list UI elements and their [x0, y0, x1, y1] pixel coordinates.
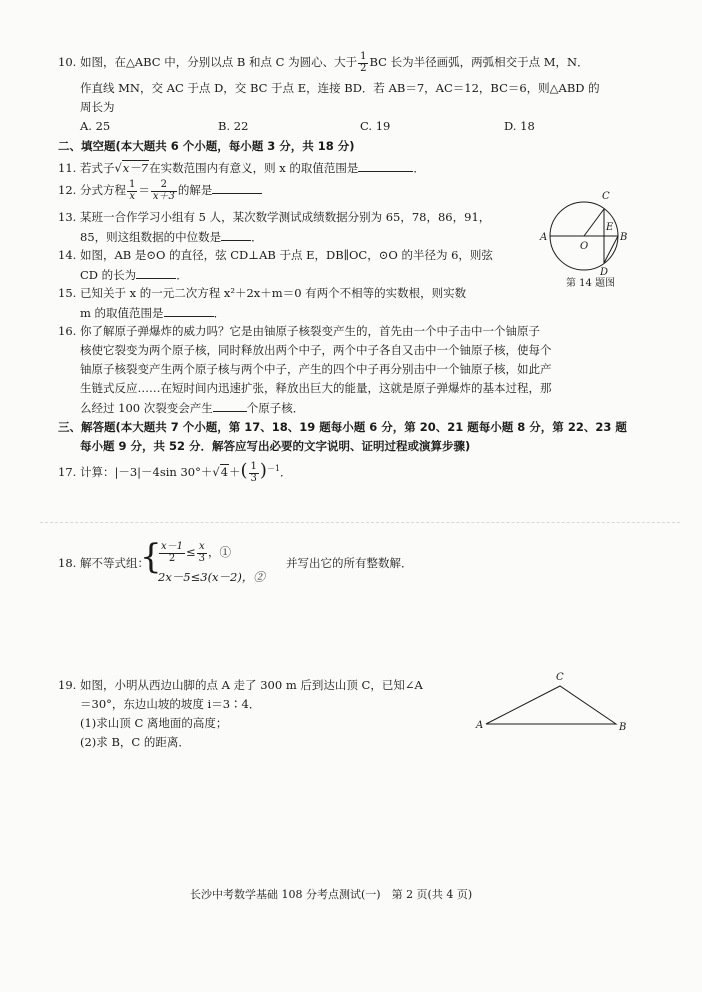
q16-line1: 16. 你了解原子弹爆炸的威力吗？它是由铀原子核裂变产生的，首先由一个中子击中一个铀原子 [58, 324, 540, 338]
q10-option-a: A. 25 [80, 119, 111, 133]
q12: 12. 分式方程 $\frac{1}{x}$ ＝ $\frac{2}{x+3}$ 的解是 [58, 180, 262, 202]
q10-option-b: B. 22 [218, 119, 249, 133]
label-d: D [600, 267, 609, 278]
q19-line2: ＝30°，东边山坡的坡度 i＝3∶4． [80, 697, 261, 711]
label-c: C [602, 191, 610, 202]
q13-line1: 13. 某班一合作学习小组有 5 人，某次数学测试成绩数据分别为 65，78，86，91， [58, 210, 491, 224]
q19-triangle-figure [474, 668, 634, 734]
label-b: B [620, 232, 628, 243]
segment-oc [584, 209, 604, 236]
q18-inequality-1: $\frac{x-1}{2}$ ≤ $\frac{x}{3}$ ，① [161, 541, 232, 564]
q10-option-d: D. 18 [504, 119, 535, 133]
q10-line1 [58, 52, 589, 74]
q10-text-b: BC 长为半径画弧，两弧相交于点 M，N． [369, 55, 589, 69]
q10-line2: 作直线 MN，交 AC 于点 D，交 BC 于点 E，连接 BD．若 AB＝7，AC＝12，BC＝6，则△ABD 的 [80, 81, 600, 95]
label-a: A [476, 720, 484, 731]
q16-answer-blank[interactable] [213, 400, 247, 412]
q14-line1: 14. 如图，AB 是⊙O 的直径，弦 CD⊥AB 于点 E，DB∥OC，⊙O 的半径为 6，则弦 [58, 248, 493, 262]
segment-db [604, 236, 618, 263]
q18-brace: { [140, 537, 162, 577]
q16-line2: 核使它裂变为两个原子核，同时释放出两个中子，两个中子各自又击中一个铀原子核，使每个 [80, 343, 552, 357]
q18-label: 18. 解不等式组： [58, 556, 149, 570]
q16-line5: 么经过 100 次裂变会产生 个原子核． [80, 401, 305, 415]
q19-sub1: (1)求山顶 C 离地面的高度； [80, 716, 228, 730]
q16-line3: 铀原子核裂变产生两个原子核与两个中子，产生的四个中子再分别击中一个铀原子核，如此产 [80, 362, 552, 376]
q19-sub2: (2)求 B，C 的距离． [80, 735, 190, 749]
label-c: C [556, 672, 564, 683]
section2-title: 二、填空题(本大题共 6 个小题，每小题 3 分，共 18 分) [58, 139, 355, 153]
q15-answer-blank[interactable] [164, 305, 214, 317]
q12-fraction-2: $\frac{2}{x+3}$ [152, 179, 175, 202]
q19-line1: 19. 如图，小明从西边山脚的点 A 走了 300 m 后到达山顶 C，已知∠A [58, 678, 423, 692]
q14-circle-figure [536, 186, 636, 278]
q13-answer-blank[interactable] [221, 229, 251, 241]
q18-inequality-2: 2x－5≤3(x－2)，② [158, 570, 265, 584]
label-o: O [580, 241, 589, 252]
q14-figure-caption: 第 14 题图 [566, 278, 616, 289]
q11: 11. 若式子√x－7在实数范围内有意义，则 x 的取值范围是 ． [58, 161, 425, 175]
q10-half-fraction: $\frac{1}{2}$ [360, 51, 367, 74]
q12-fraction-1: $\frac{1}{x}$ [128, 179, 136, 202]
label-e: E [606, 222, 614, 233]
q12-answer-blank[interactable] [212, 182, 262, 194]
q11-answer-blank[interactable] [358, 160, 413, 172]
page-footer: 长沙中考数学基础 108 分考点测试(一) 第 2 页(共 4 页) [190, 888, 473, 901]
q18-instruction: 并写出它的所有整数解． [286, 556, 413, 570]
q15-line1: 15. 已知关于 x 的一元二次方程 x²＋2x＋m＝0 有两个不相等的实数根，则实数 [58, 286, 467, 300]
triangle-abc [486, 686, 616, 724]
q17-fraction: $\frac{1}{3}$ [250, 461, 257, 484]
q13-line2: 85，则这组数据的中位数是 ． [80, 230, 263, 244]
q10-line3: 周长为 [80, 100, 115, 114]
label-a: A [540, 232, 548, 243]
q10-text-a: 10. 如图，在△ABC 中，分别以点 B 和点 C 为圆心、大于 [58, 55, 358, 69]
answer-space-divider [40, 522, 680, 523]
q17: 17. 计算：|－3|－4sin 30°＋√4＋( $\frac{1}{3}$ )$^{-1}$． [58, 460, 292, 484]
q14-answer-blank[interactable] [136, 267, 176, 279]
q15-line2: m 的取值范围是 ． [80, 306, 226, 320]
section3-title-line2: 每小题 9 分，共 52 分．解答应写出必要的文字说明、证明过程或演算步骤) [80, 439, 471, 453]
section3-title-line1: 三、解答题(本大题共 7 个小题，第 17、18、19 题每小题 6 分，第 20、21 题每小题 8 分，第 22、23 题 [58, 420, 627, 434]
q10-option-c: C. 19 [360, 119, 391, 133]
q16-line4: 生链式反应……在短时间内迅速扩张，释放出巨大的能量，这就是原子弹爆炸的基本过程，那 [80, 381, 552, 395]
label-b: B [619, 722, 627, 733]
q14-line2: CD 的长为 ． [80, 268, 188, 282]
